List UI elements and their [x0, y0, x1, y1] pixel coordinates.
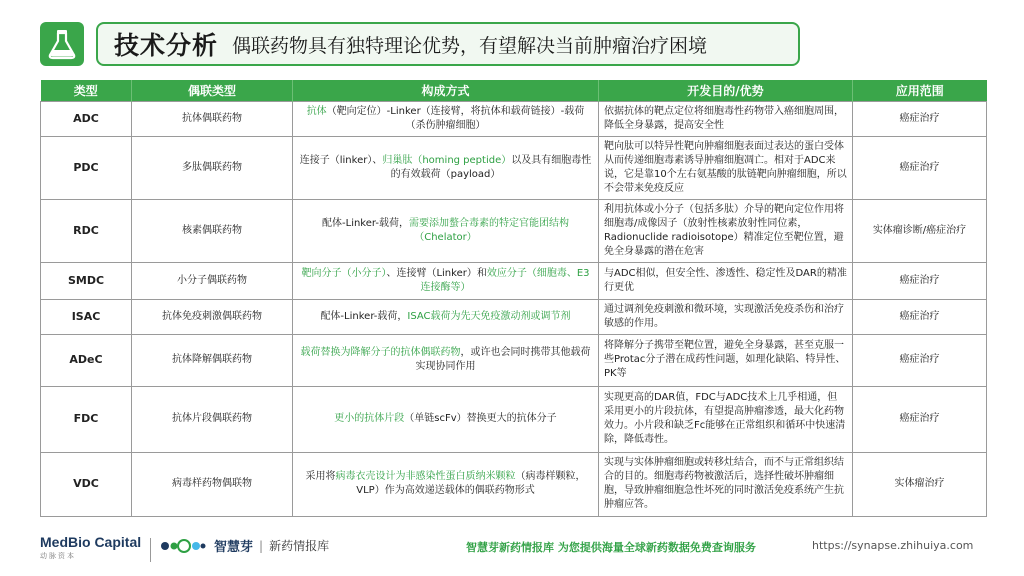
composition-cell [293, 299, 599, 334]
scope-cell: 癌症治疗 [853, 386, 987, 452]
composition-text: 配体-Linker-载荷， [322, 217, 409, 229]
footer [0, 530, 1024, 570]
header [40, 20, 800, 68]
conjugate-type: 小分子偶联药物 [132, 262, 293, 299]
composition-highlight: 需要添加螯合毒素的特定官能团结构（Chelator） [408, 217, 569, 243]
table-row [41, 452, 987, 516]
scope-cell: 癌症治疗 [853, 136, 987, 199]
composition-text: （单链scFv）替换更大的抗体分子 [404, 413, 557, 424]
footer-divider [150, 538, 151, 562]
table-row [41, 101, 987, 136]
purpose-cell: 依据抗体的靶点定位将细胞毒性药物带入癌细胞周围，降低全身暴露，提高安全性 [599, 101, 853, 136]
zhihuiya-name: 智慧芽 [214, 540, 254, 555]
conjugate-abbr: SMDC [41, 262, 132, 299]
table-row [41, 199, 987, 262]
table-row [41, 136, 987, 199]
column-header: 开发目的/优势 [599, 80, 853, 101]
column-header: 类型 [41, 80, 132, 101]
composition-cell [293, 452, 599, 516]
conjugate-abbr: RDC [41, 199, 132, 262]
table-row [41, 386, 987, 452]
scope-cell: 实体瘤治疗 [853, 452, 987, 516]
composition-text: 配体-Linker-载荷， [320, 310, 408, 322]
composition-cell [293, 334, 599, 386]
table-header-row [41, 80, 987, 101]
conjugate-abbr: FDC [41, 386, 132, 452]
conjugate-type: 核素偶联药物 [132, 199, 293, 262]
composition-highlight: 更小的抗体片段 [334, 413, 405, 424]
footer-url[interactable]: https://synapse.zhihuiya.com [812, 539, 974, 552]
zhihuiya-logo [160, 536, 329, 555]
purpose-cell: 靶向肽可以特异性靶向肿瘤细胞表面过表达的蛋白受体从而传递细胞毒素诱导肿瘤细胞凋亡。相对于ADC来说，它是靠10个左右氨基酸的肽链靶向肿瘤细胞，所以不会带来免疫反应 [599, 136, 853, 199]
composition-cell [293, 262, 599, 299]
composition-highlight: ISAC载荷为先天免疫激动剂或调节剂 [407, 310, 571, 322]
flask-icon [47, 28, 77, 60]
composition-text: 以及具有细胞毒性的有效载荷（payload） [390, 154, 592, 180]
composition-highlight: 抗体 [306, 105, 327, 117]
medbio-logo [40, 534, 141, 561]
composition-highlight: 归巢肽（homing peptide） [382, 154, 512, 166]
conjugate-type: 病毒样药物偶联物 [132, 452, 293, 516]
conjugate-type: 抗体降解偶联药物 [132, 334, 293, 386]
conjugate-abbr: VDC [41, 452, 132, 516]
conjugate-type: 多肽偶联药物 [132, 136, 293, 199]
composition-highlight: 效应分子（细胞毒、E3连接酶等） [420, 267, 590, 293]
purpose-cell: 与ADC相似，但安全性、渗透性、稳定性及DAR的精准行更优 [599, 262, 853, 299]
logo-box [40, 22, 84, 66]
conjugate-abbr: ISAC [41, 299, 132, 334]
composition-cell [293, 136, 599, 199]
composition-cell [293, 386, 599, 452]
title-box [96, 22, 800, 66]
conjugate-type: 抗体免疫刺激偶联药物 [132, 299, 293, 334]
composition-text: 、连接臂（Linker）和 [386, 267, 487, 279]
medbio-subtitle: 动脉资本 [40, 552, 76, 560]
medbio-title: MedBio Capital [40, 534, 142, 550]
page-title: 技术分析 [114, 31, 219, 60]
scope-cell: 癌症治疗 [853, 334, 987, 386]
table-row [41, 334, 987, 386]
purpose-cell: 实现更高的DAR值，FDC与ADC技术上几乎相通，但采用更小的片段抗体，有望提高肿瘤渗透，最大化药物效力。小片段和缺乏Fc能够在正常组织和循环中快速清除，降低毒性。 [599, 386, 853, 452]
promo-text: 智慧芽新药情报库 为您提供海量全球新药数据免费查询服务 [466, 541, 756, 554]
zhihuiya-product: 新药情报库 [269, 539, 330, 553]
composition-highlight: 靶向分子（小分子） [301, 267, 387, 279]
purpose-cell: 利用抗体或小分子（包括多肽）介导的靶向定位作用将细胞毒/成像因子（放射性核素放射性同位素，Radionuclide radioisotope）精准定位至靶位置，避免全身暴露的潜在危害 [599, 199, 853, 262]
composition-cell [293, 101, 599, 136]
composition-text: （病毒样颗粒，VLP）作为高效递送载体的偶联药物形式 [356, 471, 586, 496]
table-row [41, 262, 987, 299]
column-header: 构成方式 [293, 80, 599, 101]
composition-text: （靶向定位）-Linker（连接臂，将抗体和载荷链接）-载荷（杀伤肿瘤细胞） [326, 105, 585, 131]
zhihuiya-separator: | [259, 538, 264, 553]
composition-cell [293, 199, 599, 262]
dots-logo-icon [160, 537, 206, 555]
table-row [41, 299, 987, 334]
scope-cell: 实体瘤诊断/癌症治疗 [853, 199, 987, 262]
scope-cell: 癌症治疗 [853, 299, 987, 334]
column-header: 偶联类型 [132, 80, 293, 101]
purpose-cell: 将降解分子携带至靶位置，避免全身暴露，甚至克服一些Protac分子潜在成药性问题，如理化缺陷、特异性、PK等 [599, 334, 853, 386]
composition-highlight: 病毒衣壳设计为非感染性蛋白质纳米颗粒 [335, 471, 516, 482]
conjugate-abbr: ADC [41, 101, 132, 136]
composition-text: ，或许也会同时携带其他载荷实现协同作用 [415, 347, 591, 372]
purpose-cell: 实现与实体肿瘤细胞或转移灶结合，而不与正常组织结合的目的。细胞毒药物被激活后，选择性破坏肿瘤细胞，导致肿瘤细胞急性坏死的同时激活免疫系统产生抗肿瘤应答。 [599, 452, 853, 516]
purpose-cell: 通过调剂免疫刺激和微环境，实现激活免疫杀伤和治疗敏感的作用。 [599, 299, 853, 334]
conjugate-type: 抗体偶联药物 [132, 101, 293, 136]
column-header: 应用范围 [853, 80, 987, 101]
conjugate-table [40, 80, 987, 517]
composition-highlight: 载荷替换为降解分子的抗体偶联药物 [300, 347, 461, 358]
conjugate-type: 抗体片段偶联药物 [132, 386, 293, 452]
composition-text: 采用将 [305, 471, 336, 482]
page-subtitle: 偶联药物具有独特理论优势，有望解决当前肿瘤治疗困境 [232, 34, 708, 57]
composition-text: 连接子（linker）、 [299, 154, 383, 166]
scope-cell: 癌症治疗 [853, 262, 987, 299]
conjugate-abbr: PDC [41, 136, 132, 199]
conjugate-abbr: ADeC [41, 334, 132, 386]
scope-cell: 癌症治疗 [853, 101, 987, 136]
